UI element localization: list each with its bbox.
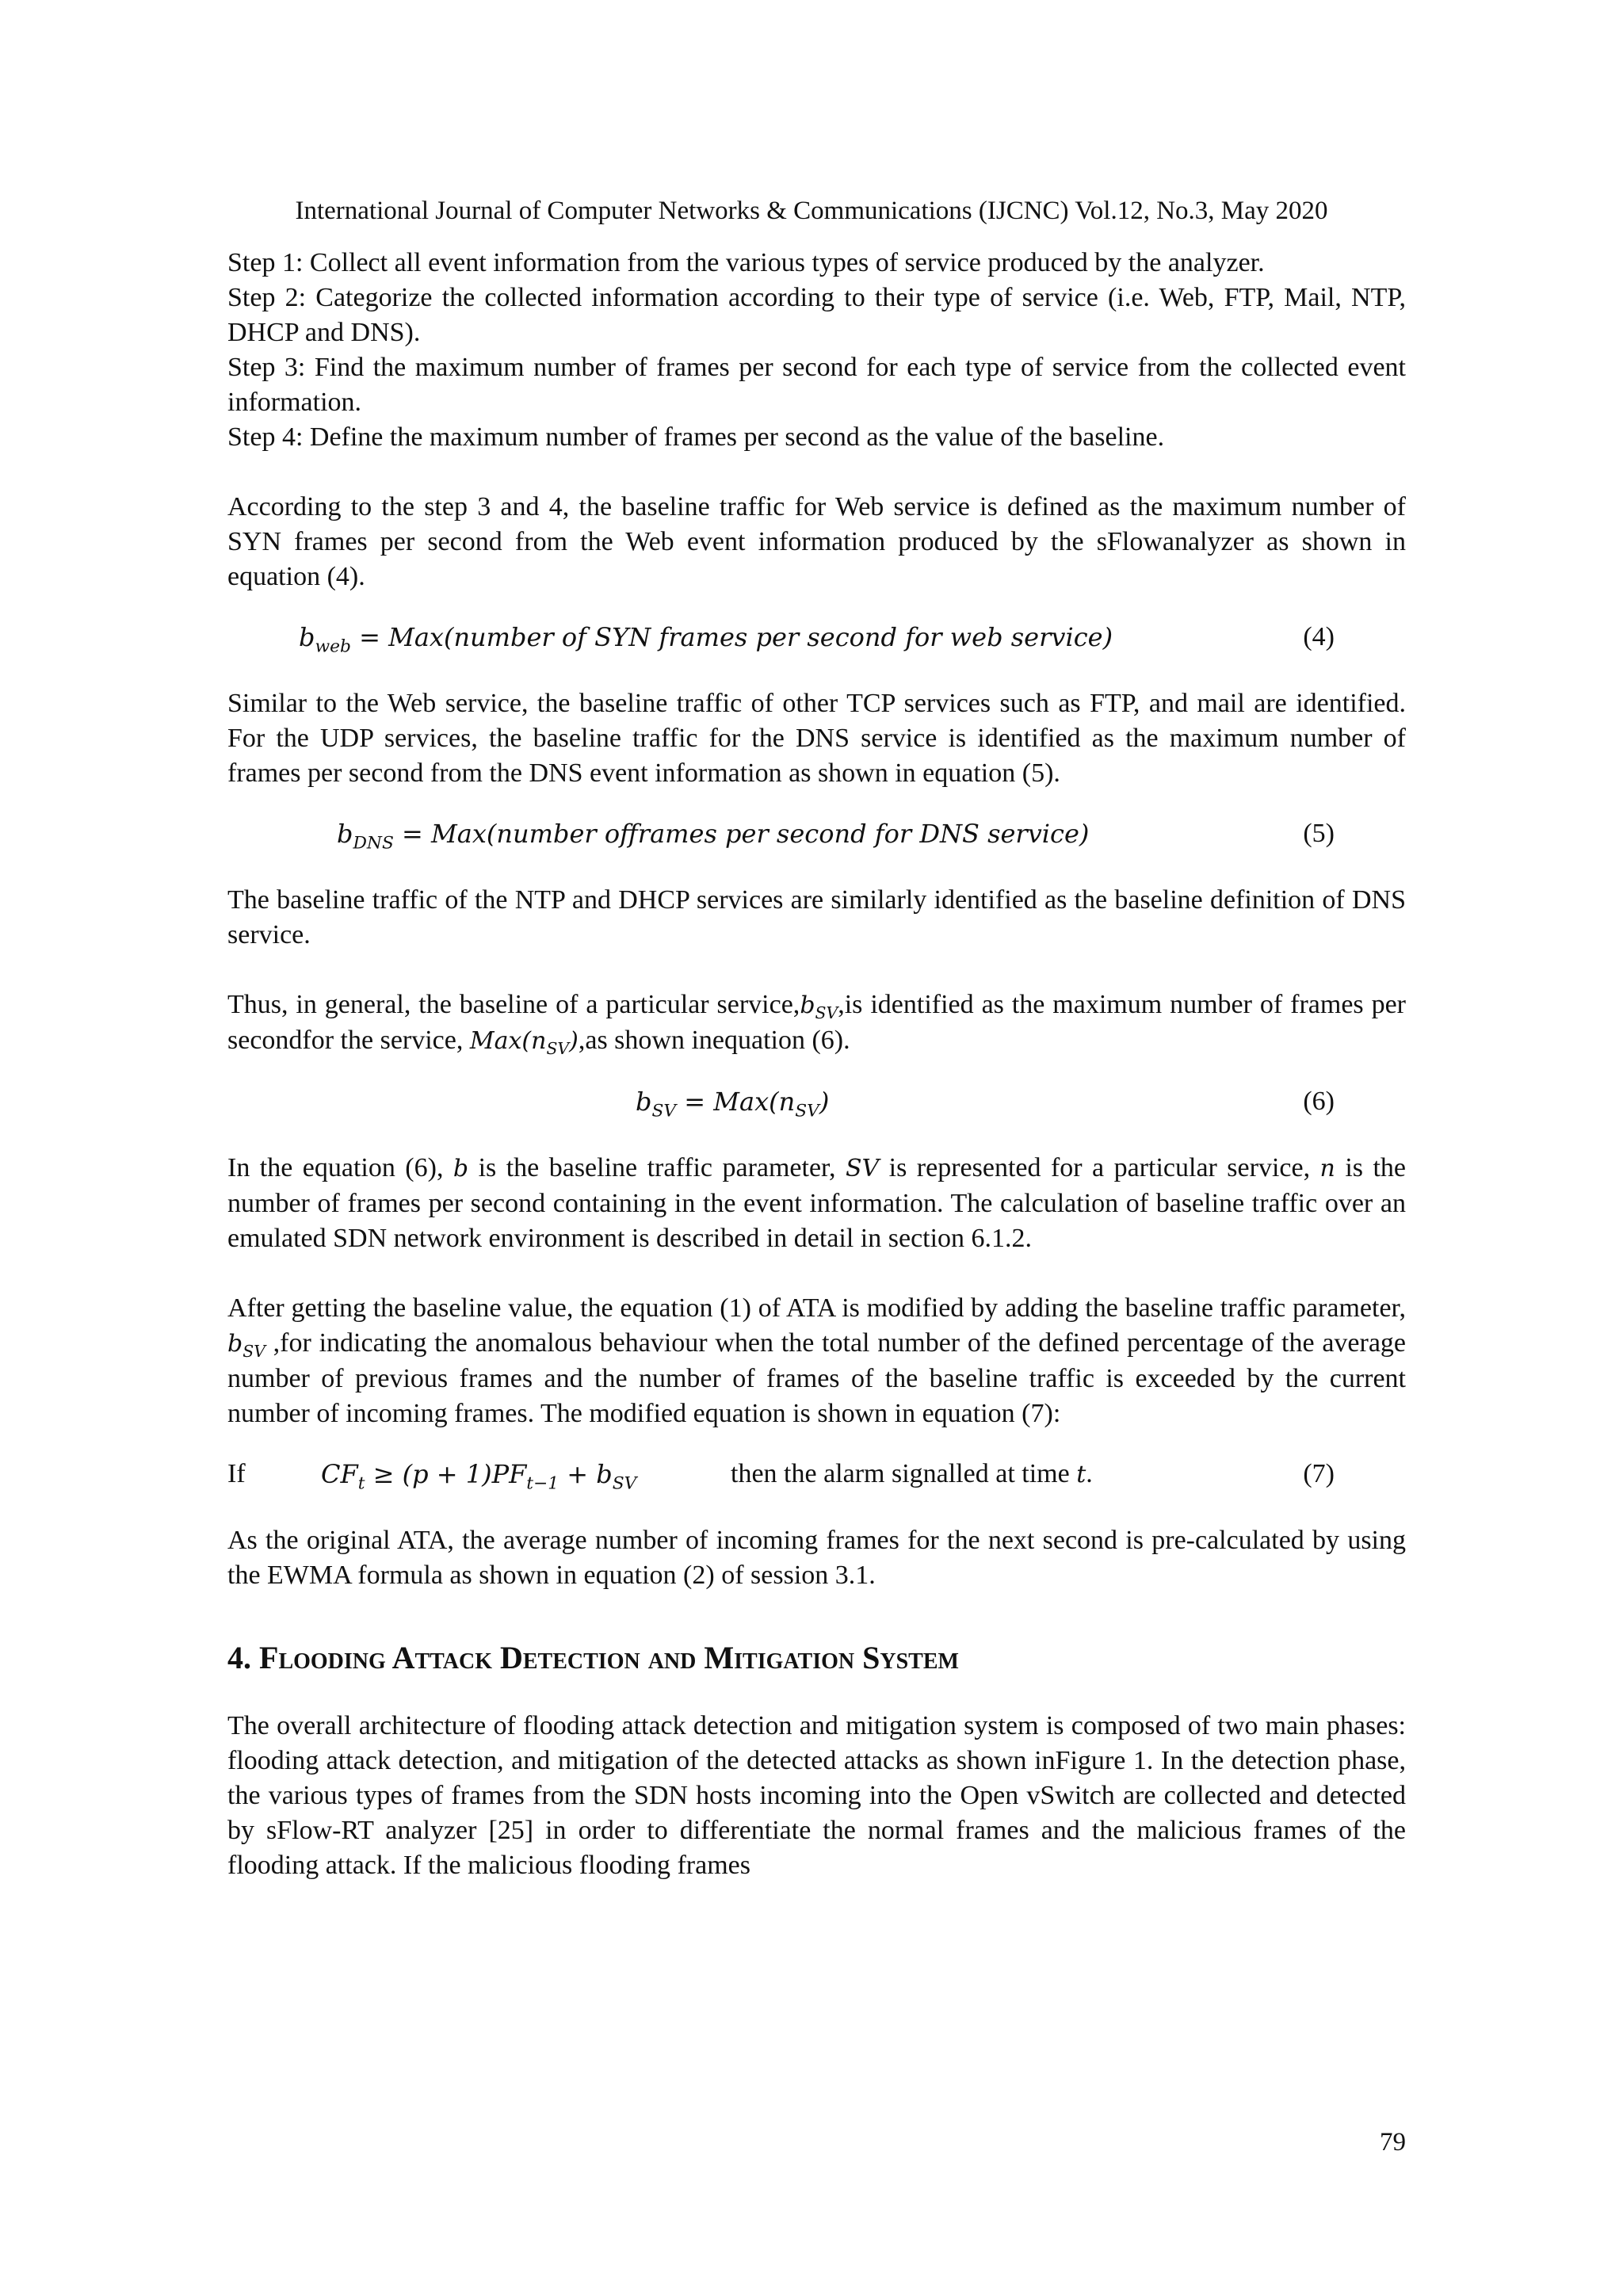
paragraph-ntp-dhcp: The baseline traffic of the NTP and DHCP services are similarly identified as the baseline definition of DNS service. (227, 885, 1406, 949)
equation-6 (227, 1084, 1406, 1119)
equation-6-expression: $b_{SV} = Max(n_{SV})$ (636, 1087, 830, 1121)
equation-7-number: (7) (1303, 1459, 1335, 1488)
equation-5-number: (5) (1303, 819, 1335, 848)
heading-word: System (862, 1640, 959, 1675)
step-1: Step 1: Collect all event information from the various types of service produced by the analyzer. (227, 248, 1265, 277)
paragraph-modified-ata: After getting the baseline value, the equation (1) of ATA is modified by adding the baseline traffic parameter, $b_{SV}$ ,for indicating the anomalous behaviour when the total number of the defined percentage of the average number of previous frames and the number of frames of the baseline traffic is exceeded by the current number of incoming frames. The modified equation is shown in equation (7): (227, 1293, 1406, 1428)
equation-7-condition: then the alarm signalled at time t. (731, 1459, 1093, 1488)
equation-6-number: (6) (1303, 1087, 1335, 1116)
step-3: Step 3: Find the maximum number of frames per second for each type of service from the collected event information. (227, 353, 1406, 417)
journal-header: International Journal of Computer Networks & Communications (IJCNC) Vol.12, No.3, May 2020 (295, 197, 1328, 225)
step-4: Step 4: Define the maximum number of frames per second as the value of the baseline. (227, 422, 1165, 452)
heading-word: Detection (499, 1640, 640, 1675)
section-heading: 4. Flooding Attack Detection and Mitigation System (227, 1640, 959, 1675)
equation-5-expression: $b_{DNS}$ = Max(number offrames per second for DNS service) (337, 819, 1090, 854)
paragraph-web-baseline: According to the step 3 and 4, the baseline traffic for Web service is defined as the maximum number of SYN frames per second from the Web event information produced by the sFlowanalyzer as shown in equation (4). (227, 492, 1406, 591)
equation-7-if: If (227, 1459, 246, 1488)
math-max-n-sv: $Max(n_{SV})$ (469, 1027, 579, 1059)
heading-word: Flooding (259, 1640, 386, 1675)
paragraph-ewma: As the original ATA, the average number of incoming frames for the next second is pre-calculated by using the EWMA formula as shown in equation (2) of session 3.1. (227, 1526, 1406, 1590)
equation-5 (227, 816, 1406, 854)
body-text (227, 246, 1406, 1883)
equation-4-expression: $b_{web}$ = Max(number of SYN frames per second for web service) (299, 622, 1113, 657)
step-2: Step 2: Categorize the collected information according to their type of service (i.e. Web, FTP, Mail, NTP, DHCP and DNS). (227, 283, 1406, 347)
equation-4 (227, 620, 1406, 655)
equation-4-number: (4) (1303, 622, 1335, 651)
paragraph-udp-baseline: Similar to the Web service, the baseline traffic of other TCP services such as FTP, and mail are identified. For the UDP services, the baseline traffic for the DNS service is identified as the maximum number of frames per second from the DNS event information as shown in equation (5). (227, 689, 1406, 788)
paragraph-equation-6-terms: In the equation (6), b is the baseline traffic parameter, SV is represented for a particular service, n is the number of frames per second containing in the event information. The calculation of baseline traffic over an emulated SDN network environment is described in detail in section 6.1.2. (227, 1153, 1407, 1253)
math-b-sv: $b_{SV}$ (800, 991, 838, 1023)
paragraph-general-baseline: Thus, in general, the baseline of a particular $service,b_{SV},is$ identified as the maximum number of frames per secondfor the service, $Max(n_{SV}),as$ shown inequation (6). (227, 990, 1406, 1059)
equation-7-expression: $CF_t \ge (p + 1)PF_{t-1} + b_{SV}$ (321, 1459, 637, 1494)
paragraph-architecture: The overall architecture of flooding attack detection and mitigation system is composed of two main phases: flooding attack detection, and mitigation of the detected attacks as shown inFigure 1. In the detection phase, the various types of frames from the SDN hosts incoming into the Open vSwitch are collected and detected by sFlow-RT analyzer [25] in order to differentiate the normal frames and the malicious frames of the flooding attack. If the malicious flooding frames (227, 1711, 1406, 1880)
heading-word: Mitigation (704, 1640, 855, 1675)
heading-word: and (647, 1640, 697, 1675)
page-number: 79 (1380, 2128, 1406, 2157)
heading-word: Attack (391, 1640, 492, 1675)
equation-7 (227, 1457, 1406, 1492)
